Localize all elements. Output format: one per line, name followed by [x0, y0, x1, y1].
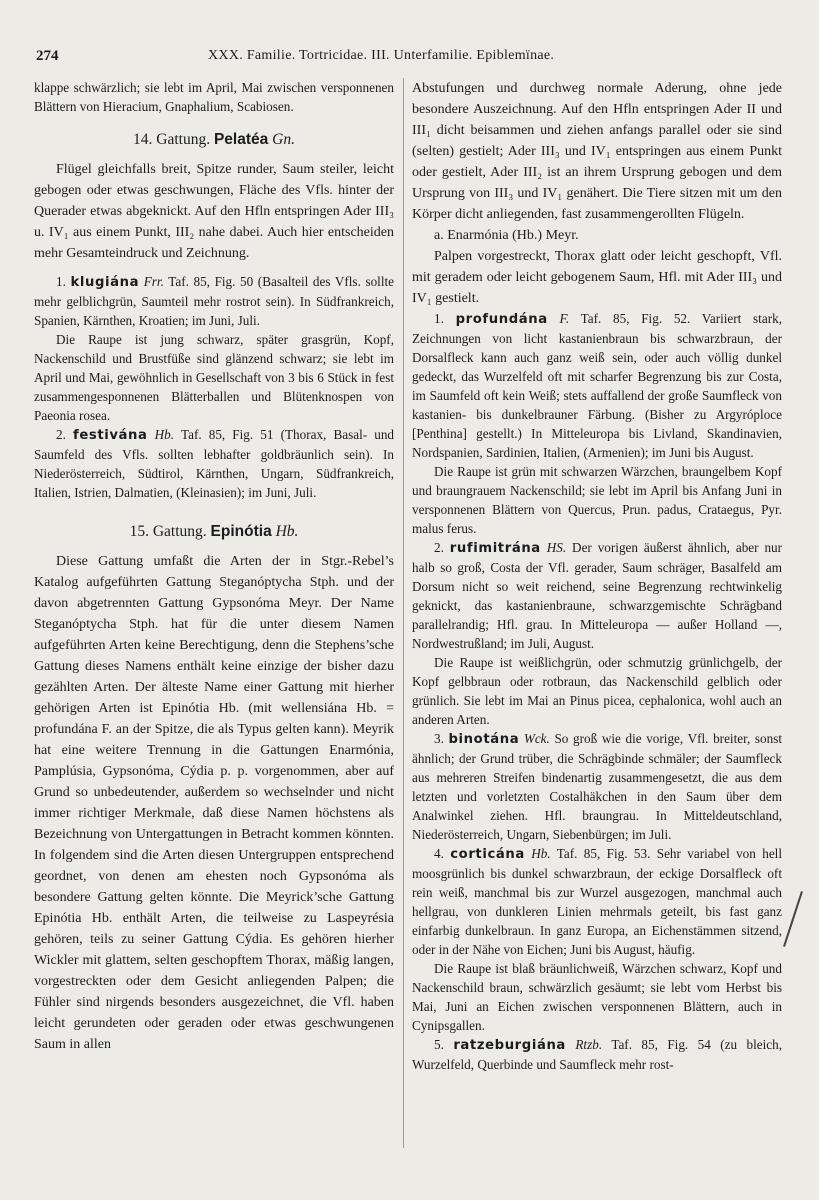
species-name: klugiána — [70, 275, 140, 290]
genus-heading-15 — [34, 522, 394, 541]
species-text: Der vorigen äußerst ähnlich, aber nur halb so groß, Costa der Vfl. gerader, Saum schräger, Basalfeld am Dorsum nicht so weit reichend, seine Begrenzung rechtwinkelig geknickt, das kastanienbraune, schwarzgemischte Schrägband parallelrandig; Hfl. grau. In Mitteleuropa — außer Holland —, Nordwestrußland; im Juli, August. — [412, 540, 783, 651]
margin-pencil-mark — [783, 891, 803, 947]
species-entry — [412, 309, 782, 462]
left-column — [34, 78, 394, 1055]
species-author: Frr. — [143, 274, 164, 289]
species-text: Taf. 85, Fig. 53. Sehr variabel von hell moosgrünlich bis dunkel schwarzbraun, der eckige Dorsalfleck oft rein weiß, manchmal bis zur Wurzel ausgezogen, manchmal auch hellgrau, von dunkleren Linien mehrmals geteilt, bis fast ganz einfarbig dunkelbraun. In ganz Europa, an Eichenstämmen sitzend, oder in der Nähe von Eichen; Juni bis August, häufig. — [412, 846, 782, 957]
genus-name: Epinótia — [210, 523, 272, 540]
species-name: rufimitrána — [449, 541, 541, 556]
species-text: So groß wie die vorige, Vfl. breiter, sonst ähnlich; der Grund trüber, die Schrägbinde schmäler; der Saumfleck aus mehreren Streifen bindenartig zusammengesetzt, die aus dem letzten und vorletzten Costalhäkchen in den Saum über dem Analwinkel ziehen. Hfl. braungrau. In Mitteldeutschland, Niederösterreich, Ungarn, Siebenbürgen; im Juli. — [412, 731, 783, 842]
species-number: 2. — [434, 540, 444, 555]
page-header — [0, 48, 819, 72]
page-number: 274 — [36, 48, 59, 64]
species-entry — [412, 729, 782, 844]
species-number: 1. — [434, 311, 444, 326]
species-number: 1. — [56, 274, 66, 289]
column-divider — [403, 78, 404, 1148]
species-name: festivána — [73, 428, 148, 443]
species-entry — [34, 425, 394, 502]
genus-author: Hb. — [275, 523, 299, 540]
species-number: 2. — [56, 427, 66, 442]
genus-text: Diese Gattung umfaßt die Arten der in Stgr.-Rebel’s Katalog aufgeführten Gattung Steganóptycha Stph. und der davon abgetrennten Gattung Gypsonóma Meyr. Der Name Steganóptycha Stph. hat für die unter diesem Namen aufgeführten Arten keine Berechtigung, denn die Stephens’sche Gattung dieses Namens enthält keine einzige der bisher dazu gezählten Arten. Der älteste Name einer Gattung mit hierher gehörigen Arten ist Epinótia Hb. (mit wellensiána Hb. = profundána F. an der Spitze, die als Typus gelten kann). Meyrik hat eine weitere Trennung in die Gattungen Enarmónia, Pamplúsia, Gypsonóma, Cýdia p. p. vorgenommen, aber auf Grund so unbedeutender, außerdem so wechselnder und nicht immer richtiger Merkmale, daß diese Namen höchstens als Bezeichnung von Untergattungen in Betracht kommen könnten. In folgendem sind die Arten diesen Untergruppen entsprechend geordnet, von denen am ehesten noch Gypsonóma als besondere Gattung gelten könnte. Die Meyrick’sche Gattung Epinótia Hb. enthält Arten, die teilweise zu Laspeyrésia gehören, teils zu seiner Gattung Cýdia. Es gehören hierher Wickler mit glattem, selten geschopftem Thorax, mäßig langen, vorgestreckten oder dem Gesicht anliegenden Palpen; die Fühler sind nirgends besonders ausgezeichnet, die Vfl. haben leicht gerundeten oder geraden oder etwas geschwungenen Saum in allen — [34, 554, 394, 1052]
larva-description: Die Raupe ist weißlichgrün, oder schmutzig grünlichgelb, der Kopf gelbbraun oder rotbraun, das Nackenschild gelblich oder grünlich. Sie lebt im Mai an Pinus picea, cephalonica, wohl auch an anderen Arten. — [412, 655, 782, 727]
species-entry — [412, 1035, 782, 1074]
species-entry — [412, 538, 782, 653]
species-number: 3. — [434, 731, 444, 746]
species-name: profundána — [455, 312, 548, 327]
genus-author: Gn. — [272, 131, 295, 148]
subgenus-description: Palpen vorgestreckt, Thorax glatt oder leicht geschopft, Vfl. mit geradem oder leicht gebogenem Saum, Hfl. mit Ader III₃ und IV₁ gestielt. — [412, 249, 782, 306]
species-author: F. — [559, 311, 570, 326]
genus-name: Pelatéa — [213, 131, 269, 148]
species-entry — [34, 272, 394, 330]
species-author: HS. — [546, 540, 567, 555]
species-text: Taf. 85, Fig. 54 (zu bleich, Wurzelfeld, Querbinde und Saumfleck mehr rost- — [412, 1037, 783, 1072]
species-name: corticána — [450, 847, 525, 862]
genus-description: Flügel gleichfalls breit, Spitze runder, Saum steiler, leicht gebogen oder etwas geschwungen, Fläche des Vfls. hinter der Querader etwas abgeknickt. Auf den Hfln entspringen Ader III₃ u. IV₁ aus einem Punkt, III₂ nahe dabei. Auch hier entscheiden mehr Gesamteindruck und Zeichnung. — [34, 162, 394, 261]
genus-number: 14. Gattung. — [133, 131, 211, 148]
subgenus-heading: a. Enarmónia (Hb.) Meyr. — [434, 228, 579, 243]
larva-description: Die Raupe ist blaß bräunlichweiß, Wärzchen schwarz, Kopf und Nackenschild braun, schwärzlich gesäumt; sie lebt vom Herbst bis Mai, Juni an Eichen zwischen versponnenen Blättern, auch in Cynipsgallen. — [412, 961, 782, 1033]
species-author: Wck. — [523, 731, 550, 746]
running-head: XXX. Familie. Tortricidae. III. Unterfamilie. Epiblemïnae. — [208, 48, 555, 63]
species-number: 5. — [434, 1037, 444, 1052]
species-author: Rtzb. — [575, 1037, 603, 1052]
species-number: 4. — [434, 846, 444, 861]
continued-paragraph: klappe schwärzlich; sie lebt im April, Mai zwischen versponnenen Blättern von Hieracium, Gnaphalium, Scabiosen. — [34, 80, 394, 114]
right-column — [412, 78, 782, 1074]
species-text: Taf. 85, Fig. 50 (Basalteil des Vfls. sollte mehr gelblichgrün, Saumteil mehr rostrot sein). In Südfrankreich, Spanien, Kärnthen, Kroatien; im Juni, Juli. — [34, 274, 395, 328]
species-entry — [412, 844, 782, 959]
species-author: Hb. — [531, 846, 551, 861]
continued-paragraph: Abstufungen und durchweg normale Aderung, ohne jede besondere Auszeichnung. Auf den Hfln entspringen Ader II und III₁ dicht beisammen und ziehen anfangs parallel oder sie sind (selten) gestielt; Ader III₃ und IV₁ entspringen aus einem Punkt oder gestielt, Ader III₂ ist an ihrem Ursprung gebogen und dem Ursprung von III₃ und IV₁ genähert. Die Tiere sitzen mit um den Körper dicht anliegenden, fast zusammengerollten Flügeln. — [412, 81, 782, 222]
species-name: ratzeburgiána — [453, 1038, 566, 1053]
species-text: Taf. 85, Fig. 51 (Thorax, Basal- und Saumfeld des Vfls. sollten lebhafter goldbräunlich sein). In Niederösterreich, Südtirol, Kärnthen, Ungarn, Südfrankreich, Italien, Istrien, Dalmatien, (Kleinasien); im Juni, Juli. — [34, 427, 395, 500]
species-name: binotána — [448, 732, 520, 747]
species-text: Taf. 85, Fig. 52. Variiert stark, Zeichnungen von licht kastanienbraun bis schwarzbraun, der Dorsalfleck kann auch ganz weiß sein, oder auch völlig dunkel gedeckt, das Wurzelfeld oft mit scharfer Begrenzung bis zur Costa, im Saumfeld oft kein Weiß; stets auffallend der große Saumfleck von kastanien- bis dunkelbrauner Färbung. (Bisher zu Argyróploce [Penthina] gestellt.) In Mitteleuropa bis Livland, Skandinavien, Nordspanien, Sardinien, Italien, (Armenien); im Juni bis August. — [412, 311, 782, 460]
genus-heading-14 — [34, 130, 394, 149]
species-author: Hb. — [154, 427, 175, 442]
larva-description: Die Raupe ist jung schwarz, später grasgrün, Kopf, Nackenschild und Brustfüße sind glänzend schwarz; sie lebt im April und Mai, gewöhnlich in Gesellschaft von 3 bis 6 Stück in fest zusammengesponnenen Blätterballen und Blütenknospen von Paeonia rosea. — [34, 332, 394, 423]
larva-description: Die Raupe ist grün mit schwarzen Wärzchen, braungelbem Kopf und braungrauem Nackenschild; sie lebt im April bis Anfang Juni in versponnenen Blättern von Quercus, Prun. padus, Crataegus, Pyr. malus ferus. — [412, 464, 782, 536]
genus-number: 15. Gattung. — [129, 523, 207, 540]
